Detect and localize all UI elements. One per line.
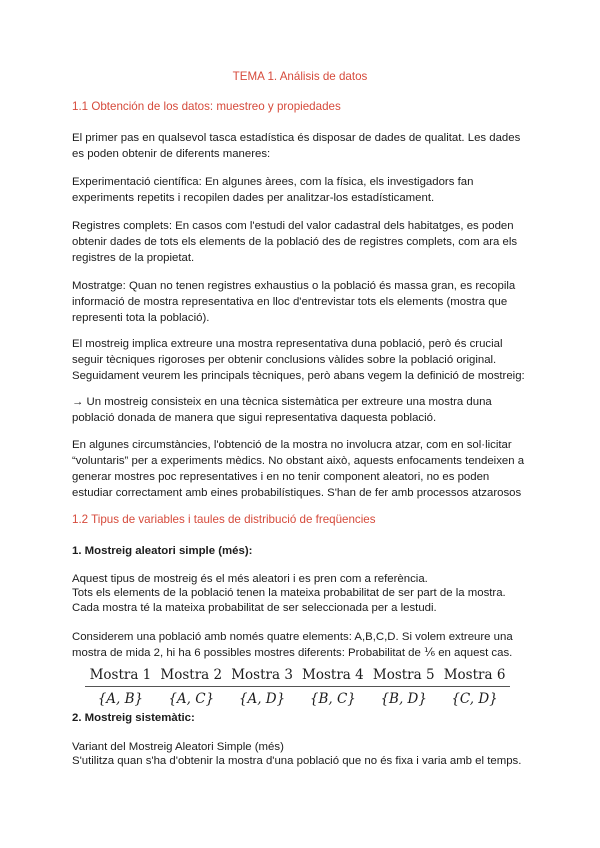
circumstances-paragraph: En algunes circumstàncies, l'obtenció de la mostra no involucra atzar, com en sol·licitar “voluntaris” per a experiments mèdics. No obstant això, aquests enfocaments tendeixen a generar mostres poc representatives i en no tenir component aleatori, no es poden estudiar correctament amb eines probabilístiques. S'han de fer amb processos atzarosos [72,439,525,499]
samples-header-cell: Mostra 1 [85,665,156,687]
subsection-2-heading: 2. Mostreig sistemàtic: [72,712,195,724]
samples-header-cell: Mostra 2 [156,665,227,687]
samples-header-cell: Mostra 5 [368,665,439,687]
sub1-line-1: Aquest tipus de mostreig és el més aleatori i es pren com a referència. [72,573,428,585]
sub1-line-3: Cada mostra té la mateixa probabilitat de ser seleccionada per a lestudi. [72,602,437,614]
samples-header-cell: Mostra 4 [297,665,368,687]
registres-paragraph: Registres complets: En casos com l'estudi del valor cadastral dels habitatges, es poden obtenir dades de tots els elements de la població des de registres complets, com ara els registres de la propietat. [72,220,518,264]
sub1-line-2: Tots els elements de la població tenen la mateixa probabilitat de ser part de la mostra. [72,587,506,599]
samples-header-cell: Mostra 6 [439,665,510,687]
experimental-paragraph: Experimentació científica: En algunes àrees, com la física, els investigadors fan experiments repetits i recopilen dades per analitzar-los estadísticament. [72,176,474,204]
sub2-line-2: S'utilitza quan s'ha d'obtenir la mostra d'una població que no és fixa i varia amb el temps. [72,755,522,767]
samples-table [85,665,510,708]
page-title: TEMA 1. Análisis de datos [232,70,368,83]
intro-paragraph: El primer pas en qualsevol tasca estadística és disposar de dades de qualitat. Les dades es poden obtenir de diferents maneres: [72,132,521,160]
mostratge-paragraph: Mostratge: Quan no tenen registres exhaustius o la població és massa gran, es recopila informació de mostra representativa en lloc d'entrevistar tots els elements (mostra que representi tota la població). [72,280,516,324]
samples-value-cell: {B, C} [309,691,356,707]
samples-value-row [85,687,510,709]
definition-paragraph: → Un mostreig consisteix en una tècnica sistemàtica per extreure una mostra duna població donada de manera que sigui representativa daquesta població. [72,396,492,424]
samples-value-cell: {A, C} [168,691,215,707]
samples-value-cell: {C, D} [451,691,498,707]
samples-value-cell: {B, D} [380,691,427,707]
samples-value-cell: {A, B} [97,691,144,707]
mostreig-paragraph: El mostreig implica extreure una mostra representativa duna població, però és crucial seguir tècniques rigoroses per obtenir conclusions vàlides sobre la població original. Seguidament veurem les principals tècniques, però abans vegem la definició de mostreig: [72,338,525,382]
example-paragraph: Considerem una població amb només quatre elements: A,B,C,D. Si volem extreure una mostra de mida 2, hi ha 6 possibles mostres diferents: Probabilitat de ⅙ en aquest cas. [72,631,513,659]
subsection-1-heading: 1. Mostreig aleatori simple (més): [72,545,253,557]
samples-header-cell: Mostra 3 [227,665,298,687]
samples-value-cell: {A, D} [238,691,286,707]
sub2-line-1: Variant del Mostreig Aleatori Simple (més) [72,741,284,753]
section-2-heading: 1.2 Tipus de variables i taules de distribució de freqüencies [72,513,376,526]
section-1-heading: 1.1 Obtención de los datos: muestreo y propiedades [72,100,341,113]
samples-header-row [85,665,510,687]
